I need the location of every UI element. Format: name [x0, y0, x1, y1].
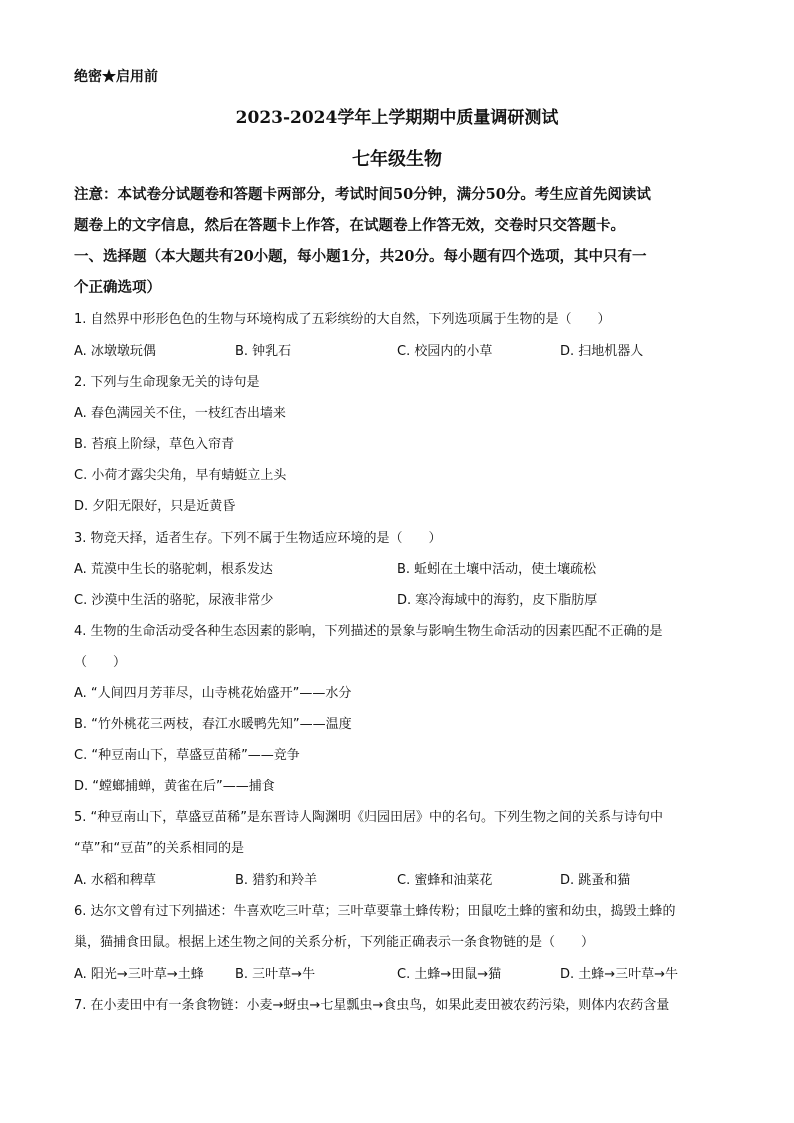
exam-title: 2023-2024学年上学期期中质量调研测试 — [235, 108, 559, 128]
question-2-option-c: C. 小荷才露尖尖角，早有蜻蜓立上头 — [74, 468, 287, 483]
question-1-option-c: C. 校园内的小草 — [397, 344, 493, 359]
question-4-option-a: A. “人间四月芳菲尽，山寺桃花始盛开”——水分 — [74, 686, 352, 701]
question-1-stem: 1. 自然界中形形色色的生物与环境构成了五彩缤纷的大自然，下列选项属于生物的是（ ） — [74, 312, 611, 327]
question-6-stem-line-2: 巢，猫捕食田鼠。根据上述生物之间的关系分析，下列能正确表示一条食物链的是（ ） — [74, 935, 595, 950]
question-1-option-a: A. 冰墩墩玩偶 — [74, 344, 156, 359]
secret-mark: 绝密★启用前 — [74, 69, 158, 85]
question-3-option-b: B. 蚯蚓在土壤中活动，使土壤疏松 — [397, 562, 597, 577]
question-3-option-d: D. 寒冷海域中的海豹，皮下脂肪厚 — [397, 593, 598, 608]
notice-line-2: 题卷上的文字信息，然后在答题卡上作答，在试题卷上作答无效，交卷时只交答题卡。 — [74, 217, 625, 234]
question-4-stem: 4. 生物的生命活动受各种生态因素的影响，下列描述的景象与影响生物生命活动的因素匹配不正确的是 — [74, 624, 663, 639]
question-5-option-b: B. 猎豹和羚羊 — [235, 873, 318, 888]
question-5-option-a: A. 水稻和稗草 — [74, 873, 156, 888]
section-heading-line-2: 个正确选项） — [74, 279, 161, 296]
section-heading-line-1: 一、选择题（本大题共有20小题，每小题1分，共20分。每小题有四个选项，其中只有一 — [74, 248, 647, 265]
question-6-option-c: C. 土蜂→田鼠→猫 — [397, 967, 502, 982]
question-4-option-d: D. “螳螂捕蝉，黄雀在后”——捕食 — [74, 779, 275, 794]
notice-line-1: 注意：本试卷分试题卷和答题卡两部分，考试时间50分钟，满分50分。考生应首先阅读试 — [74, 186, 651, 203]
question-5-option-c: C. 蜜蜂和油菜花 — [397, 873, 493, 888]
question-4-option-c: C. “种豆南山下，草盛豆苗稀”——竞争 — [74, 748, 300, 763]
question-6-option-a: A. 阳光→三叶草→土蜂 — [74, 967, 204, 982]
question-2-option-b: B. 苔痕上阶绿，草色入帘青 — [74, 437, 235, 452]
question-4-option-b: B. “竹外桃花三两枝，春江水暖鸭先知”——温度 — [74, 717, 352, 732]
question-5-stem-line-1: 5. “种豆南山下，草盛豆苗稀”是东晋诗人陶渊明《归园田居》中的名句。下列生物之间的关系与诗句中 — [74, 810, 664, 825]
question-6-stem-line-1: 6. 达尔文曾有过下列描述：牛喜欢吃三叶草；三叶草要靠土蜂传粉；田鼠吃土蜂的蜜和幼虫，捣毁土蜂的 — [74, 904, 676, 919]
question-1-option-b: B. 钟乳石 — [235, 344, 292, 359]
exam-subtitle: 七年级生物 — [352, 149, 442, 170]
question-4-paren: （ ） — [74, 655, 127, 670]
question-5-option-d: D. 跳蚤和猫 — [560, 873, 631, 888]
question-6-option-b: B. 三叶草→牛 — [235, 967, 316, 982]
question-6-option-d: D. 土蜂→三叶草→牛 — [560, 967, 679, 982]
question-2-option-a: A. 春色满园关不住，一枝红杏出墙来 — [74, 406, 286, 421]
question-1-option-d: D. 扫地机器人 — [560, 344, 644, 359]
question-2-option-d: D. 夕阳无限好，只是近黄昏 — [74, 499, 236, 514]
question-3-option-c: C. 沙漠中生活的骆驼，尿液非常少 — [74, 593, 274, 608]
question-3-stem: 3. 物竞天择，适者生存。下列不属于生物适应环境的是（ ） — [74, 531, 442, 546]
question-7-stem: 7. 在小麦田中有一条食物链：小麦→蚜虫→七星瓢虫→食虫鸟，如果此麦田被农药污染，则体内农药含量 — [74, 998, 670, 1013]
question-3-option-a: A. 荒漠中生长的骆驼刺，根系发达 — [74, 562, 273, 577]
question-2-stem: 2. 下列与生命现象无关的诗句是 — [74, 375, 260, 390]
question-5-stem-line-2: “草”和“豆苗”的关系相同的是 — [74, 841, 244, 856]
